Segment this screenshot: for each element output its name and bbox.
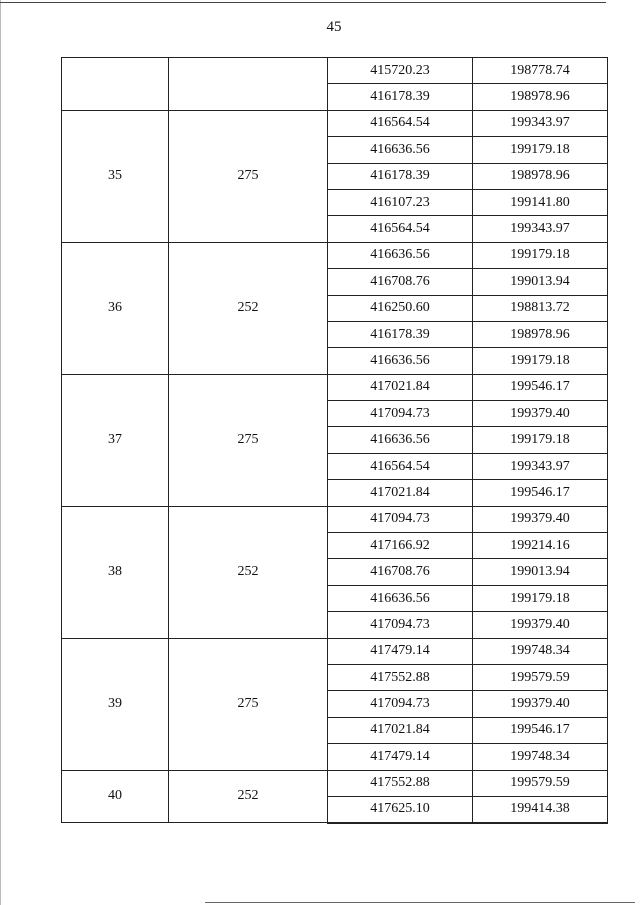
coordinate-x-cell: 416564.54: [328, 110, 473, 136]
coordinate-y-cell: 199579.59: [473, 770, 608, 796]
coordinate-x-cell: 416636.56: [328, 137, 473, 163]
table-row: [62, 770, 608, 796]
parcel-value-cell: 252: [169, 242, 328, 374]
table-row: [62, 374, 608, 400]
coordinate-y-cell: 199179.18: [473, 242, 608, 268]
coordinate-x-cell: 416636.56: [328, 242, 473, 268]
parcel-number-cell: 38: [62, 506, 169, 638]
coordinate-x-cell: 416250.60: [328, 295, 473, 321]
coordinate-x-cell: 417094.73: [328, 506, 473, 532]
coordinate-x-cell: 417552.88: [328, 664, 473, 690]
coordinate-y-cell: 199379.40: [473, 401, 608, 427]
coordinate-y-cell: 199379.40: [473, 691, 608, 717]
coordinate-x-cell: 417166.92: [328, 533, 473, 559]
coordinate-y-cell: 199579.59: [473, 664, 608, 690]
coordinate-y-cell: 199379.40: [473, 612, 608, 638]
coordinate-x-cell: 417479.14: [328, 744, 473, 770]
parcel-value-cell: 275: [169, 638, 328, 770]
coordinate-x-cell: 416178.39: [328, 321, 473, 347]
coordinate-x-cell: 416708.76: [328, 559, 473, 585]
coordinate-x-cell: 415720.23: [328, 58, 473, 84]
coordinate-y-cell: 198978.96: [473, 84, 608, 110]
coordinate-x-cell: 417094.73: [328, 612, 473, 638]
parcel-value-cell: 252: [169, 770, 328, 823]
coordinate-y-cell: 199748.34: [473, 744, 608, 770]
coordinate-x-cell: 417021.84: [328, 717, 473, 743]
coordinate-y-cell: 199343.97: [473, 453, 608, 479]
coordinate-y-cell: 199343.97: [473, 110, 608, 136]
parcel-value-cell: 252: [169, 506, 328, 638]
parcel-value-cell: 275: [169, 110, 328, 242]
coordinate-y-cell: 199013.94: [473, 559, 608, 585]
coordinate-y-cell: 199343.97: [473, 216, 608, 242]
coordinate-y-cell: 198978.96: [473, 321, 608, 347]
coordinates-table: [61, 57, 608, 824]
coordinate-x-cell: 417021.84: [328, 374, 473, 400]
coordinate-x-cell: 416178.39: [328, 84, 473, 110]
coordinate-x-cell: 416564.54: [328, 453, 473, 479]
parcel-number-cell: 39: [62, 638, 169, 770]
coordinate-x-cell: 417094.73: [328, 691, 473, 717]
coordinate-y-cell: 199546.17: [473, 374, 608, 400]
coordinate-y-cell: 199179.18: [473, 585, 608, 611]
table-row: [62, 58, 608, 84]
parcel-number-cell: 40: [62, 770, 169, 823]
parcel-value-cell: 275: [169, 374, 328, 506]
coordinate-x-cell: 416636.56: [328, 585, 473, 611]
page-left-edge: [0, 0, 1, 905]
coordinate-x-cell: 417552.88: [328, 770, 473, 796]
coordinate-y-cell: 199179.18: [473, 137, 608, 163]
coordinate-x-cell: 417094.73: [328, 401, 473, 427]
coordinate-x-cell: 416636.56: [328, 427, 473, 453]
parcel-number-cell: 37: [62, 374, 169, 506]
parcel-number-cell: 35: [62, 110, 169, 242]
coordinate-x-cell: 417021.84: [328, 480, 473, 506]
coordinate-y-cell: 199141.80: [473, 189, 608, 215]
coordinate-y-cell: 199546.17: [473, 717, 608, 743]
coordinate-y-cell: 198778.74: [473, 58, 608, 84]
table-row: [62, 110, 608, 136]
parcel-value-cell: [169, 58, 328, 111]
table-row: [62, 506, 608, 532]
coordinate-x-cell: 416564.54: [328, 216, 473, 242]
coordinate-y-cell: 198978.96: [473, 163, 608, 189]
coordinate-y-cell: 199013.94: [473, 269, 608, 295]
bottom-rule: [205, 902, 635, 903]
coordinate-y-cell: 199414.38: [473, 796, 608, 822]
coordinate-y-cell: 199379.40: [473, 506, 608, 532]
coordinate-y-cell: 199546.17: [473, 480, 608, 506]
coordinate-y-cell: 199179.18: [473, 348, 608, 374]
coordinate-x-cell: 416636.56: [328, 348, 473, 374]
coordinate-y-cell: 199179.18: [473, 427, 608, 453]
top-rule: [0, 2, 606, 3]
coordinate-x-cell: 417625.10: [328, 796, 473, 822]
coordinate-x-cell: 416178.39: [328, 163, 473, 189]
coordinate-x-cell: 417479.14: [328, 638, 473, 664]
page-number: 45: [326, 19, 342, 35]
coordinate-y-cell: 198813.72: [473, 295, 608, 321]
parcel-number-cell: 36: [62, 242, 169, 374]
coordinate-y-cell: 199214.16: [473, 533, 608, 559]
table-row: [62, 242, 608, 268]
coordinate-y-cell: 199748.34: [473, 638, 608, 664]
coordinate-x-cell: 416708.76: [328, 269, 473, 295]
parcel-number-cell: [62, 58, 169, 111]
coordinate-x-cell: 416107.23: [328, 189, 473, 215]
table-row: [62, 638, 608, 664]
coordinates-table-body: [62, 58, 608, 823]
